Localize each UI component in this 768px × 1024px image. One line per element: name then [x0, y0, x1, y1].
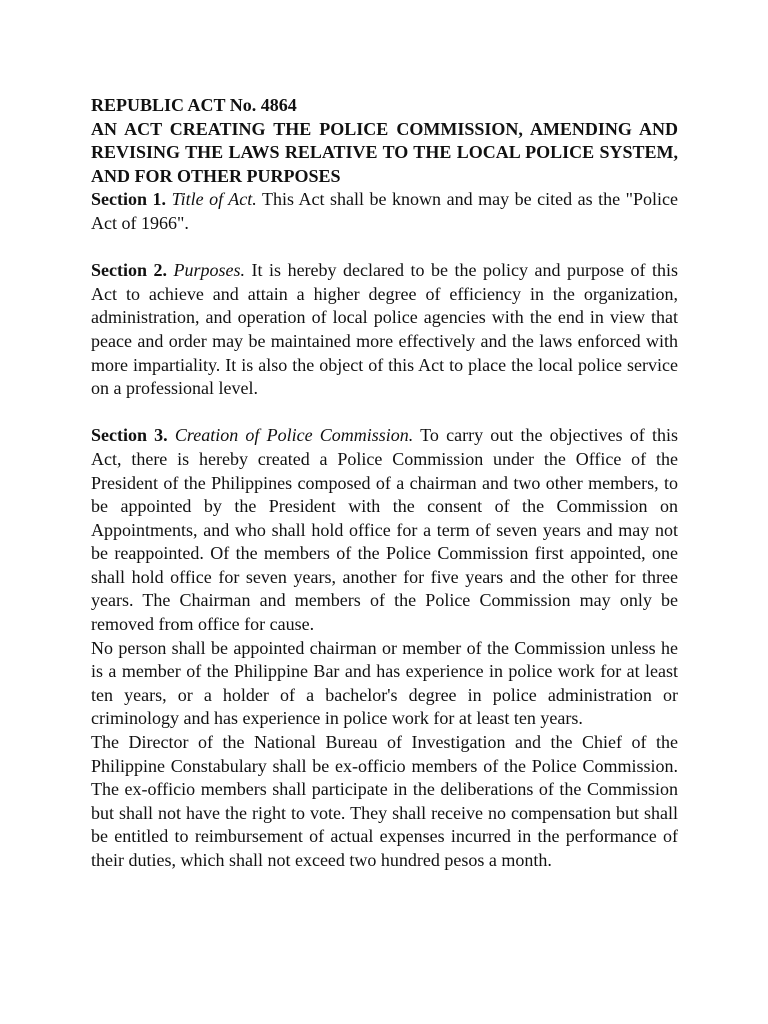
section-2-paragraph-1: [91, 259, 678, 401]
section-1-text-1: This Act shall be known and may be cited as the "Police Act of 1966".: [91, 189, 678, 233]
section-3: [91, 424, 678, 872]
section-3-label: Section 3.: [91, 425, 168, 446]
section-3-paragraph-1: [91, 424, 678, 636]
section-1-heading: Title of Act.: [171, 189, 257, 210]
section-2: [91, 259, 678, 401]
section-1-label: Section 1.: [91, 189, 167, 210]
act-title: AN ACT CREATING THE POLICE COMMISSION, AMENDING AND REVISING THE LAWS RELATIVE TO THE LOCAL POLICE SYSTEM, AND FOR OTHER PURPOSES: [91, 118, 678, 186]
section-2-heading: Purposes.: [173, 260, 246, 281]
section-1-paragraph-1: [91, 188, 678, 235]
section-1: [91, 188, 678, 235]
section-3-heading: Creation of Police Commission.: [174, 425, 414, 446]
section-3-paragraph-2: No person shall be appointed chairman or member of the Commission unless he is a member of the Philippine Bar and has experience in police work for at least ten years, or a holder of a bachelor's degree in police administration or criminology and has experience in police work for at least ten years.: [91, 637, 678, 729]
section-2-label: Section 2.: [91, 260, 168, 281]
section-2-text-1: It is hereby declared to be the policy and purpose of this Act to achieve and attain a higher degree of efficiency in the organization, administration, and operation of local police agencies with the end in view that peace and order may be maintained more effectively and the laws enforced with more impartiality. It is also the object of this Act to place the local police service on a professional level.: [91, 260, 679, 399]
section-3-paragraph-3: The Director of the National Bureau of Investigation and the Chief of the Philippine Constabulary shall be ex-officio members of the Police Commission. The ex-officio members shall participate in the deliberations of the Commission but shall not have the right to vote. They shall receive no compensation but shall be entitled to reimbursement of actual expenses incurred in the performance of their duties, which shall not exceed two hundred pesos a month.: [91, 732, 678, 870]
act-number: REPUBLIC ACT No. 4864: [91, 95, 297, 115]
section-3-text-1: To carry out the objectives of this Act, there is hereby created a Police Commission under the Office of the President of the Philippines composed of a chairman and two other members, to be appointed by the President with the consent of the Commission on Appointments, and who shall hold office for a term of seven years and may not be reappointed. Of the members of the Police Commission first appointed, one shall hold office for seven years, another for five years and the other for three years. The Chairman and members of the Police Commission may only be removed from office for cause.: [91, 425, 678, 635]
